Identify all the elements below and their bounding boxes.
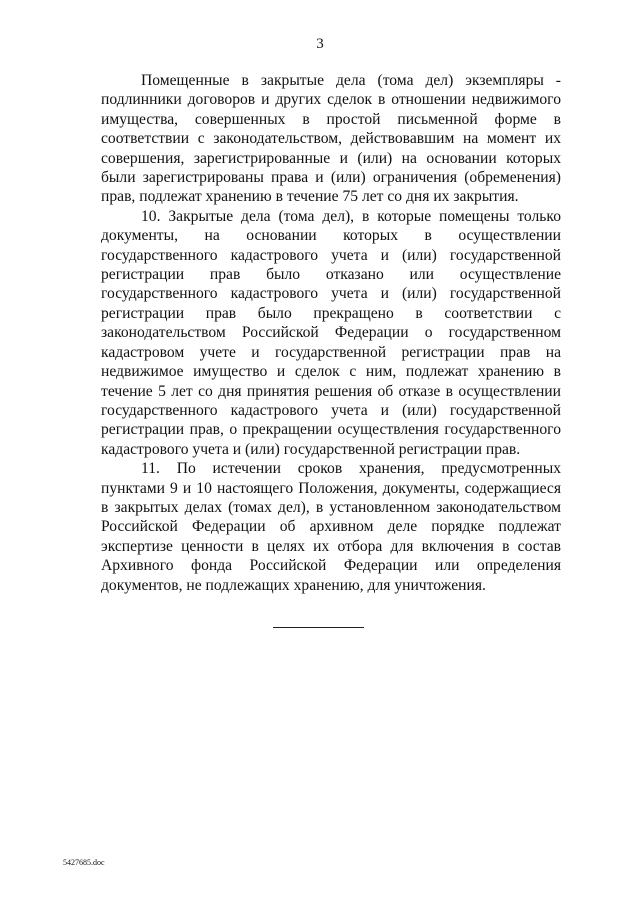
footer-filename: 5427685.doc <box>63 858 105 867</box>
paragraph-11-expiry-of-storage: 11. По истечении сроков хранения, предусмотренных пунктами 9 и 10 настоящего Положения, документы, содержащиеся в закрытых делах (томах дел), в установленном законодательством Российской Федерации об архивном деле порядке подлежат экспертизе ценности в целях их отбора для включения в состав Архивного фонда Российской Федерации или определения документов, не подлежащих хранению, для уничтожения. <box>101 460 561 594</box>
paragraph-10-refused-registrations: 10. Закрытые дела (тома дел), в которые помещены только документы, на основании которых в осуществлении государственного кадастрового учета и (или) государственной регистрации прав было отказано или осуществление государственного кадастрового учета и (или) государственной регистрации прав было прекращено в соответствии с законодательством Российской Федерации о государственном кадастровом учете и государственной регистрации прав на недвижимое имущество и сделок с ним, подлежат хранению в течение 5 лет со дня принятия решения об отказе в осуществлении государственного кадастрового учета и (или) государственной регистрации прав, о прекращении осуществления государственного кадастрового учета и (или) государственной регистрации прав. <box>101 207 561 458</box>
paragraph-archive-originals: Помещенные в закрытые дела (тома дел) экземпляры - подлинники договоров и других сделок в отношении недвижимого имущества, совершенных в простой письменной форме в соответствии с законодательством, действовавшим на момент их совершения, зарегистрированные и (или) на основании которых были зарегистрированы права и (или) ограничения (обременения) прав, подлежат хранению в течение 75 лет со дня их закрытия. <box>101 72 561 206</box>
page-number: 3 <box>316 36 324 52</box>
document-body <box>101 71 561 595</box>
end-of-text-divider <box>273 627 364 628</box>
